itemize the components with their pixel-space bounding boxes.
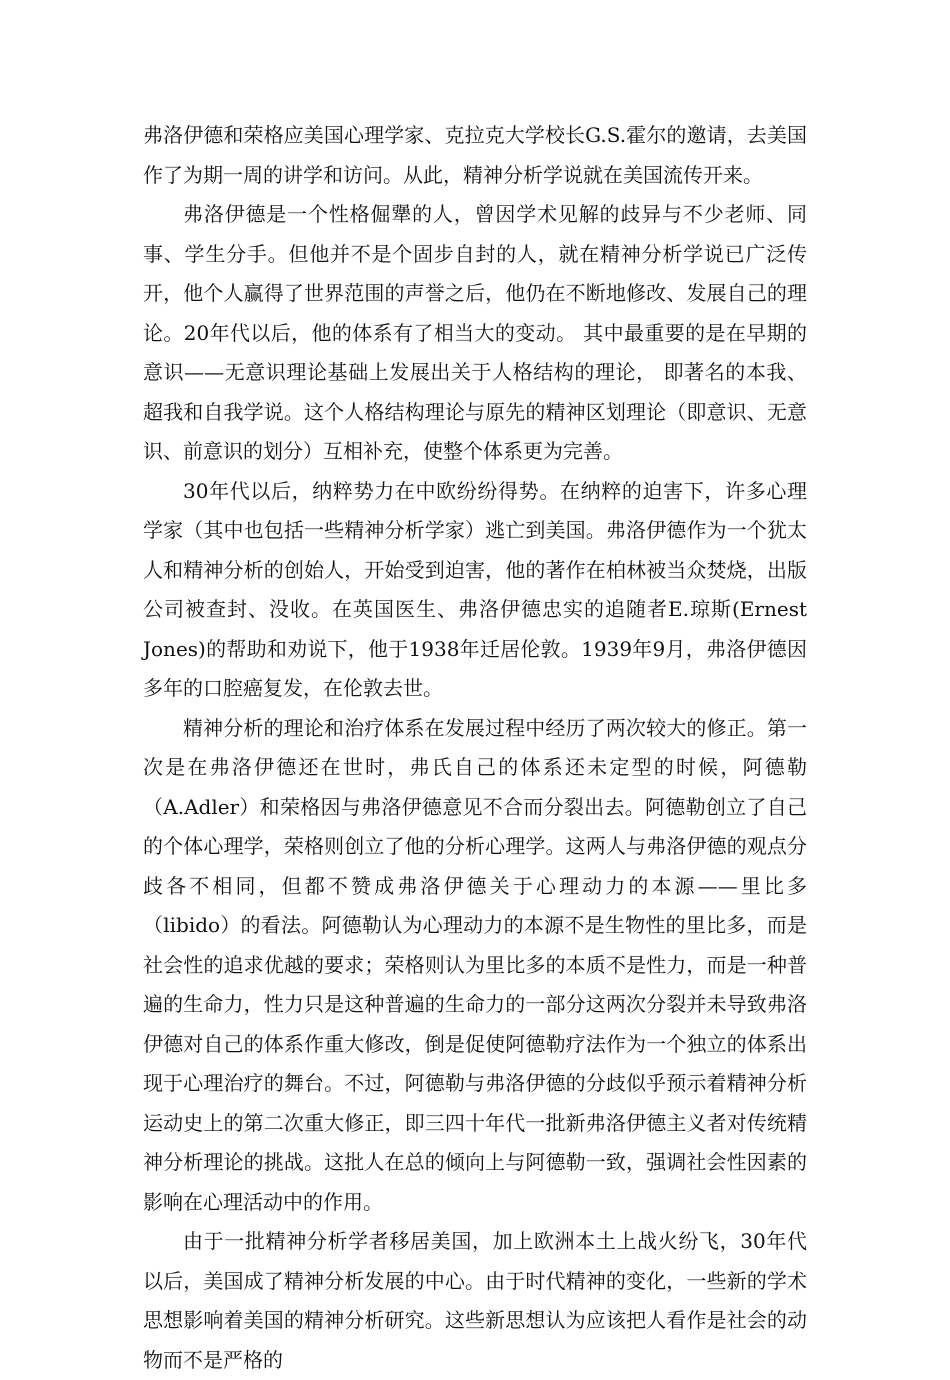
- document-body: [143, 116, 807, 1380]
- paragraph-continuation: 弗洛伊德和荣格应美国心理学家、克拉克大学校长G.S.霍尔的邀请，去美国作了为期一周的讲学和访问。从此，精神分析学说就在美国流传开来。: [143, 123, 807, 187]
- paragraph-nazi-persecution: 30年代以后，纳粹势力在中欧纷纷得势。在纳粹的迫害下，许多心理学家（其中也包括一些精神分析学家）逃亡到美国。弗洛伊德作为一个犹太人和精神分析的创始人，开始受到迫害，他的著作在柏林被当众焚烧，出版公司被查封、没收。在英国医生、弗洛伊德忠实的追随者E.琼斯(Ernest Jones)的帮助和劝说下，他于1938年迁居伦敦。1939年9月，弗洛伊德因多年的口腔癌复发，在伦敦去世。: [143, 478, 807, 700]
- paragraph-america-center: 由于一批精神分析学者移居美国，加上欧洲本土上战火纷飞，30年代以后，美国成了精神分析发展的中心。由于时代精神的变化，一些新的学术思想影响着美国的精神分析研究。这些新思想认为应该把人看作是社会的动物而不是严格的: [143, 1229, 807, 1372]
- paragraph-two-revisions: 精神分析的理论和治疗体系在发展过程中经历了两次较大的修正。第一次是在弗洛伊德还在世时，弗氏自己的体系还未定型的时候，阿德勒（A.Adler）和荣格因与弗洛伊德意见不合而分裂出去。阿德勒创立了自己的个体心理学，荣格则创立了他的分析心理学。这两人与弗洛伊德的观点分歧各不相同，但都不赞成弗洛伊德关于心理动力的本源——里比多（libido）的看法。阿德勒认为心理动力的本源不是生物性的里比多，而是社会性的追求优越的要求；荣格则认为里比多的本质不是性力，而是一种普遍的生命力，性力只是这种普遍的生命力的一部分这两次分裂并未导致弗洛伊德对自己的体系作重大修改，倒是促使阿德勒疗法作为一个独立的体系出现于心理治疗的舞台。不过，阿德勒与弗洛伊德的分歧似乎预示着精神分析运动史上的第二次重大修正，即三四十年代一批新弗洛伊德主义者对传统精神分析理论的挑战。这批人在总的倾向上与阿德勒一致，强调社会性因素的影响在心理活动中的作用。: [143, 715, 807, 1214]
- paragraph-freud-personality: 弗洛伊德是一个性格倔犟的人，曾因学术见解的歧异与不少老师、同事、学生分手。但他并不是个固步自封的人，就在精神分析学说已广泛传开，他个人赢得了世界范围的声誉之后，他仍在不断地修改、发展自己的理论。20年代以后，他的体系有了相当大的变动。 其中最重要的是在早期的意识——无意识理论基础上发展出关于人格结构的理论， 即著名的本我、超我和自我学说。这个人格结构理论与原先的精神区划理论（即意识、无意识、前意识的划分）互相补充，使整个体系更为完善。: [143, 202, 807, 463]
